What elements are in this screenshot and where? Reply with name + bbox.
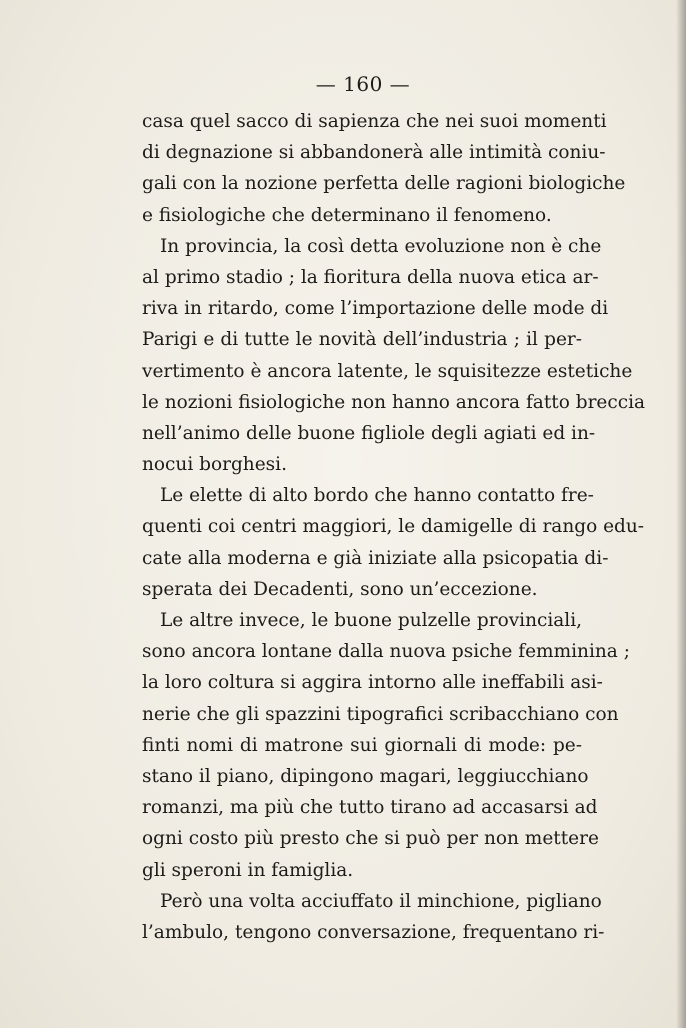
text-line: quenti coi centri maggiori, le damigelle di rango edu- [142, 516, 645, 538]
text-line: casa quel sacco di sapienza che nei suoi momenti [142, 111, 607, 132]
text-line: In provincia, la così detta evoluzione non è che [160, 235, 602, 257]
body-text [142, 106, 646, 948]
text-line: vertimento è ancora latente, le squisitezze estetiche [142, 360, 633, 382]
text-line: romanzi, ma più che tutto tirano ad accasarsi ad [142, 797, 598, 819]
text-line: sono ancora lontane dalla nuova psiche femminina ; [142, 641, 630, 663]
text-line: cate alla moderna e già iniziate alla psicopatia di- [142, 547, 609, 569]
text-line: riva in ritardo, come l’importazione delle mode di [142, 298, 609, 320]
text-line: l’ambulo, tengono conversazione, frequentano ri- [142, 921, 605, 943]
text-line: le nozioni fisiologiche non hanno ancora fatto breccia [142, 391, 646, 413]
text-line: e fisiologiche che determinano il fenomeno. [142, 204, 552, 226]
text-line: al primo stadio ; la fioritura della nuova etica ar- [142, 266, 599, 288]
text-line: sperata dei Decadenti, sono un’eccezione. [142, 578, 538, 600]
text-line: Parigi e di tutte le novità dell’industria ; il per- [142, 329, 582, 351]
text-line: nerie che gli spazzini tipografici scribacchiano con [142, 703, 619, 725]
text-line: stano il piano, dipingono magari, leggiucchiano [142, 765, 589, 787]
page-edge-shadow [676, 0, 686, 1028]
text-line: Le altre invece, le buone pulzelle provinciali, [160, 610, 583, 631]
text-line: di degnazione si abbandonerà alle intimità coniu- [142, 142, 606, 164]
text-line: la loro coltura si aggira intorno alle ineffabili asi- [142, 672, 603, 694]
text-line: gli speroni in famiglia. [142, 859, 354, 881]
paragraph [142, 480, 645, 605]
text-line: nocui borghesi. [142, 454, 287, 476]
text-line: Le elette di alto bordo che hanno contatto fre- [160, 485, 594, 507]
text-line: finti nomi di matrone sui giornali di mode: pe- [142, 734, 582, 756]
text-line: gali con la nozione perfetta delle ragioni biologiche [142, 173, 626, 195]
paragraph [142, 231, 646, 481]
text-line: Però una volta acciuffato il minchione, pigliano [160, 890, 602, 912]
paragraph [142, 886, 605, 948]
page-number: — 160 — [315, 72, 411, 96]
text-line: ogni costo più presto che si può per non mettere [142, 828, 599, 850]
paragraph [142, 605, 630, 886]
text-line: nell’animo delle buone figliole degli agiati ed in- [142, 422, 596, 444]
paragraph [142, 106, 626, 231]
